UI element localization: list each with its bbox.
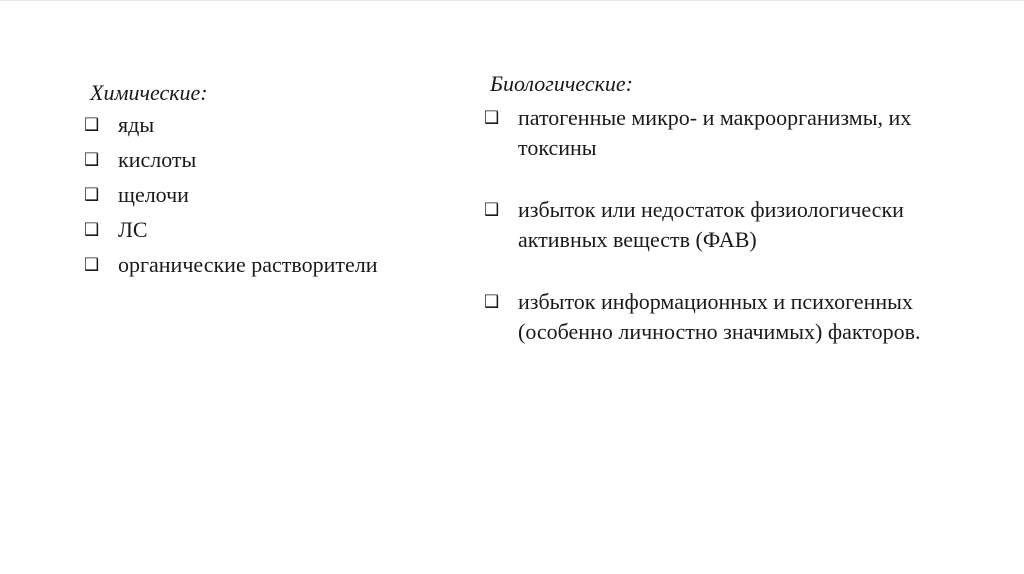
checkbox-bullet-icon: ❑: [84, 150, 100, 170]
checkbox-bullet-icon: ❑: [484, 108, 500, 128]
list-item: [484, 103, 994, 163]
chemical-heading: Химические:: [90, 80, 208, 105]
checkbox-bullet-icon: ❑: [84, 220, 100, 240]
checkbox-bullet-icon: ❑: [84, 185, 100, 205]
biological-heading: Биологические:: [490, 71, 633, 96]
list-item: [84, 182, 444, 208]
biological-list: [484, 103, 994, 347]
list-item-text: избыток или недостаток физиологически активных веществ (ФАВ): [518, 197, 904, 252]
list-item: [84, 147, 444, 173]
list-item-text: избыток информационных и психогенных (особенно личностно значимых) факторов.: [518, 289, 921, 344]
list-item-text: ЛС: [118, 217, 148, 242]
list-item-text: кислоты: [118, 147, 197, 172]
list-item-text: патогенные микро- и макроорганизмы, их токсины: [518, 105, 912, 160]
list-item-text: яды: [118, 112, 155, 137]
list-item: [84, 112, 444, 138]
list-item: [484, 195, 994, 255]
list-item-text: щелочи: [118, 182, 189, 207]
list-item: [484, 287, 994, 347]
chemical-factors-column: [84, 80, 444, 287]
checkbox-bullet-icon: ❑: [84, 255, 100, 275]
checkbox-bullet-icon: ❑: [484, 200, 500, 220]
top-divider: [0, 0, 1024, 1]
checkbox-bullet-icon: ❑: [84, 115, 100, 135]
biological-factors-column: [484, 71, 994, 379]
list-item-text: органические растворители: [118, 252, 378, 277]
list-item: [84, 252, 444, 278]
list-item: [84, 217, 444, 243]
checkbox-bullet-icon: ❑: [484, 292, 500, 312]
chemical-list: [84, 112, 444, 278]
